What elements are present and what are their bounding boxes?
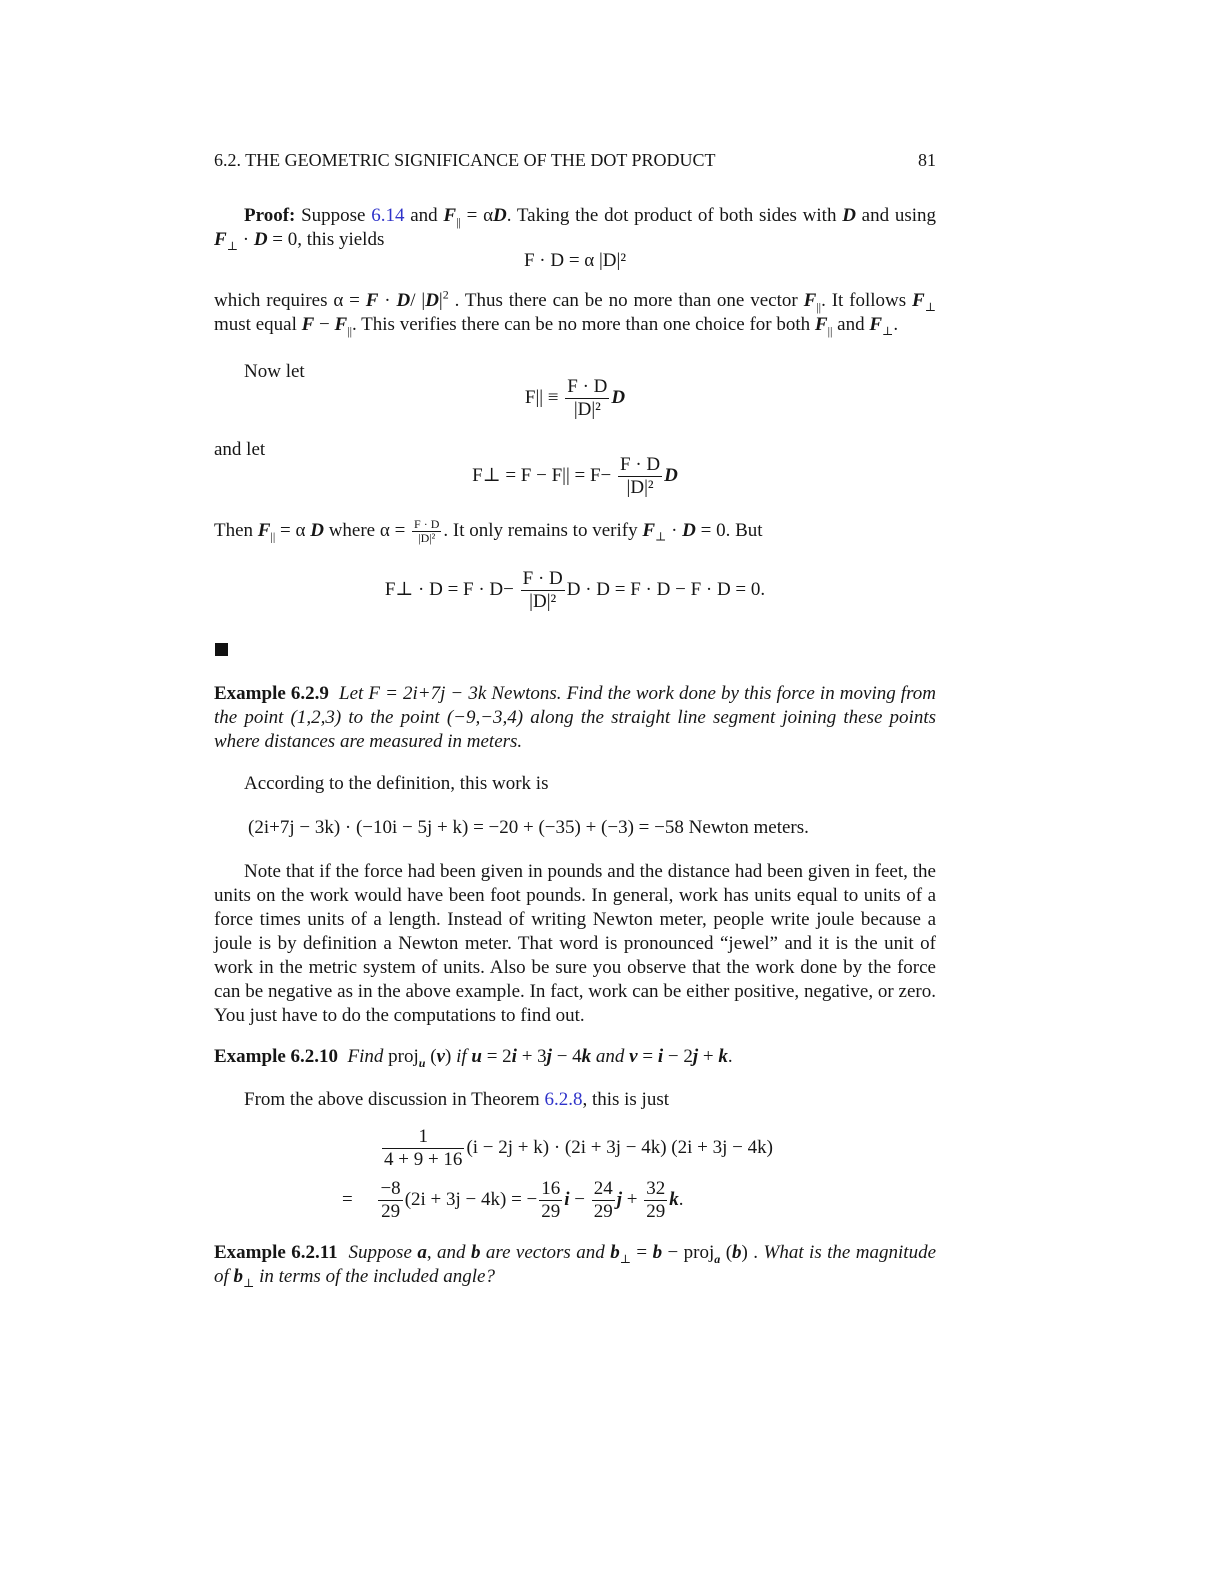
frac3: $\frac{16}{29}$ [541,1178,561,1222]
proof-label: Proof: [244,205,296,226]
frac1-num: 1 [418,1126,428,1147]
inline-den: |D|² [412,531,441,545]
equation-1: F · D = α |D|² [523,250,627,271]
eq4-num: F · D [522,568,563,589]
frac1-den: 4 + 9 + 16 [384,1149,463,1170]
example-6-2-10-intro: From the above discussion in Theorem 6.2.8, this is just [244,1089,670,1110]
qed-square-icon [215,643,228,656]
eq3-lhs: F⊥ = F − F|| = F− [472,464,612,486]
example-6-2-10-line2: = $\frac{-8}{29}$ (2i + 3j − 4k) = − $\frac{16}{29}$ i − $\frac{24}{29}$ j + $\frac{32}{29}$ k. [342,1178,684,1222]
eq3-num: F · D [620,454,661,475]
page-number: 81 [918,150,936,170]
example-6-2-9-equation: (2i+7j − 3k) · (−10i − 5j + k) = −20 + (−35) + (−3) = −58 Newton meters. [248,817,809,838]
proof-paragraph: Proof: Suppose 6.14 and $F_{||} = \alpha D$. Taking the dot product of both sides with D and using $F_\perp \cdot D = 0$, this yields [214,205,936,253]
equation-2: F|| ≡ $\frac{F \cdot D}{\text{|D|²}}$ D [524,376,626,420]
now-let-text: Now let [244,361,305,382]
eq3-den: |D|² [618,476,662,499]
eq3-fraction [618,454,662,499]
example-6-2-10-label: Example 6.2.10 [214,1046,339,1067]
example-6-2-9-intro: According to the definition, this work is [244,773,549,794]
example-6-2-11-label: Example 6.2.11 [214,1242,338,1263]
inline-num: F · D [414,517,440,531]
eq2-lhs: F|| ≡ [524,386,559,408]
frac4: $\frac{24}{29}$ [593,1178,613,1222]
section-title: 6.2. THE GEOMETRIC SIGNIFICANCE OF THE DOT PRODUCT [214,150,716,170]
and-let-text: and let [214,439,266,460]
inline-fraction [412,518,441,545]
proof-paragraph-2: which requires α = F · D/ $|D|^2$ . Thus there can be no more than one vector $F_{||}$. It follows $F_\perp$ must equal $F - F_{||}$. This verifies there can be no more than one choice for both $F_{||}$ and $F_\perp$. [214,287,937,338]
example-6-2-9-label: Example 6.2.9 [214,683,329,704]
frac5: $\frac{32}{29}$ [646,1178,666,1222]
example-6-2-9-statement [214,682,936,754]
eq4-rhs: D · D = F · D − F · D = 0. [566,578,766,600]
eq4-den: |D|² [521,590,565,613]
eq4-fraction [521,568,565,613]
equation-4 [214,568,936,613]
ref-6-2-8[interactable]: 6.2.8 [544,1089,583,1110]
running-header [214,150,936,171]
frac1 [382,1126,464,1171]
example-6-2-10-statement: Example 6.2.10 Find proj$_u$ (v) if u = 2i + 3j − 4k and v = i − 2j + k. [214,1046,733,1070]
eq2-fraction [565,376,609,421]
then-paragraph: Then $F_{||} = \alpha$ D where α = $\frac{F \cdot D}{\text{|D|²}}$ . It only remains to verify $F_\perp \cdot D = 0$. But [214,517,763,545]
ref-6-14[interactable]: 6.14 [371,205,405,226]
line1-rest: (i − 2j + k) · (2i + 3j − 4k) (2i + 3j − 4k) [466,1136,773,1158]
eq2-num: F · D [567,376,608,397]
equation-3: F⊥ = F − F|| = F− $\frac{F \cdot D}{\text{|D|²}}$ D [472,454,678,498]
frac2: $\frac{-8}{29}$ [380,1178,401,1222]
example-6-2-10-line1 [380,1126,860,1171]
example-6-2-9-note: Note that if the force had been given in pounds and the distance had been given in feet, the units on the work would have been foot pounds. In general, work has units equal to units of a force times units of a length. Instead of writing Newton meter, people write joule because a joule is by definition a Newton meter. That word is pronounced “jewel” and it is the unit of work in the metric system of units. Also be sure you observe that the work done by the force can be negative as in the above example. In fact, work can be either positive, negative, or zero. You just have to do the computations to find out. [214,861,936,1026]
example-6-2-9-text: Let F = 2i+7j − 3k Newtons. Find the work done by this force in moving from the point (1,2,3) to the point (−9,−3,4) along the straight line segment joining these points where distances are measured in meters. [214,683,936,752]
eq2-den: |D|² [565,398,609,421]
example-6-2-11-statement: Example 6.2.11 Suppose a, and b are vectors and $b_\perp = b$ − proj$_a$ (b) . What is the magnitude of $b_\perp$ in terms of the included angle? [214,1242,937,1290]
eq4-lhs: F⊥ · D = F · D− [384,578,514,600]
